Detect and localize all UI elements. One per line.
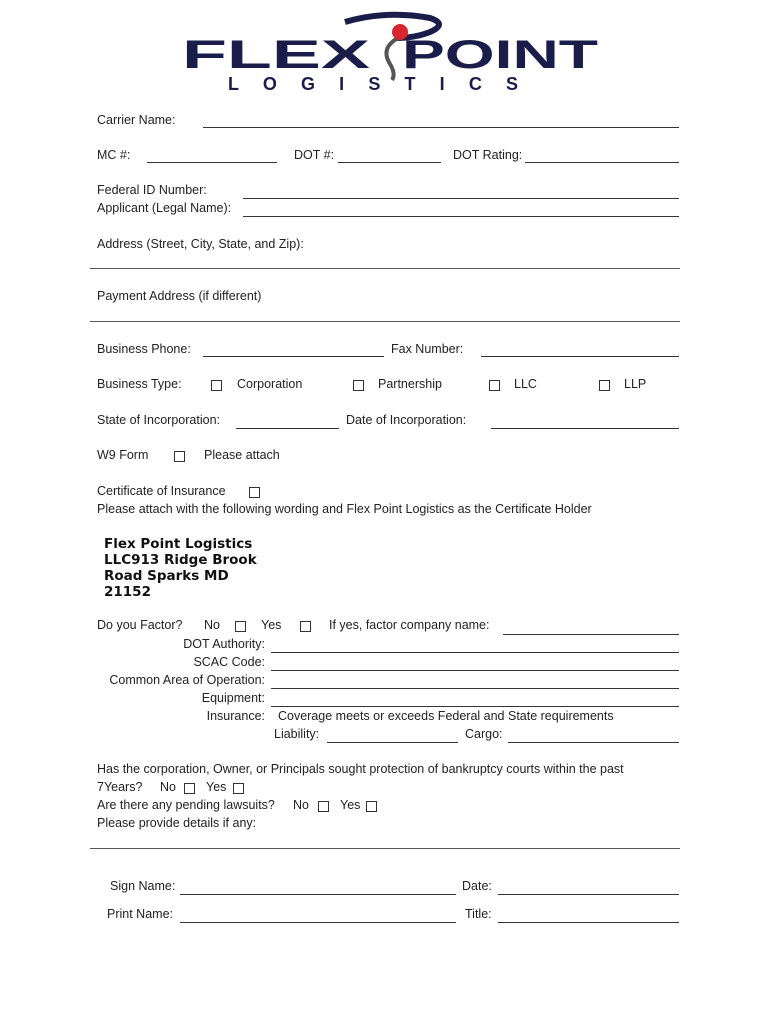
partnership-checkbox[interactable] [353, 380, 364, 391]
carrier-name-field[interactable] [203, 127, 679, 128]
corporation-checkbox[interactable] [211, 380, 222, 391]
date-of-incorporation-field[interactable] [491, 428, 679, 429]
cargo-field[interactable] [508, 742, 679, 743]
liability-label: Liability: [274, 727, 320, 741]
bankruptcy-question: Has the corporation, Owner, or Principals sought protection of bankruptcy courts within the past [97, 762, 624, 776]
holder-line-2: LLC913 Ridge Brook [104, 552, 257, 568]
business-type-label: Business Type: [97, 377, 182, 391]
fax-label: Fax Number: [391, 342, 464, 356]
factor-company-label: If yes, factor company name: [329, 618, 490, 632]
payment-address-field[interactable] [90, 321, 680, 322]
certificate-of-insurance-label: Certificate of Insurance [97, 484, 226, 498]
flex-point-logistics-logo [180, 8, 600, 100]
dot-field[interactable] [338, 162, 441, 163]
equipment-field[interactable] [271, 706, 679, 707]
date-field[interactable] [498, 894, 679, 895]
federal-id-label: Federal ID Number: [97, 183, 207, 197]
certificate-note: Please attach with the following wording and Flex Point Logistics as the Certificate Holder [97, 502, 592, 516]
llc-checkbox[interactable] [489, 380, 500, 391]
sign-name-field[interactable] [180, 894, 456, 895]
bankruptcy-yes-checkbox[interactable] [233, 783, 244, 794]
carrier-name-label: Carrier Name: [97, 113, 176, 127]
lawsuit-details-field[interactable] [90, 848, 680, 849]
holder-line-1: Flex Point Logistics [104, 536, 253, 552]
insurance-label: Insurance: [206, 709, 265, 723]
corporation-label: Corporation [237, 377, 303, 391]
partnership-label: Partnership [378, 377, 442, 391]
federal-id-field[interactable] [243, 198, 679, 199]
factor-no-checkbox[interactable] [235, 621, 246, 632]
address-field[interactable] [90, 268, 680, 269]
factor-company-field[interactable] [503, 634, 679, 635]
dot-rating-label: DOT Rating: [453, 148, 523, 162]
bankruptcy-no-checkbox[interactable] [184, 783, 195, 794]
lawsuits-yes-label: Yes [340, 798, 361, 812]
factor-question: Do you Factor? [97, 618, 183, 632]
common-area-field[interactable] [271, 688, 679, 689]
llp-label: LLP [624, 377, 647, 391]
state-of-incorporation-label: State of Incorporation: [97, 413, 220, 427]
lawsuits-question: Are there any pending lawsuits? [97, 798, 275, 812]
w9-checkbox[interactable] [174, 451, 185, 462]
print-name-label: Print Name: [107, 907, 173, 921]
state-of-incorporation-field[interactable] [236, 428, 339, 429]
w9-note: Please attach [204, 448, 280, 462]
business-phone-label: Business Phone: [97, 342, 191, 356]
bankruptcy-yes-label: Yes [206, 780, 227, 794]
mc-field[interactable] [147, 162, 277, 163]
lawsuits-no-checkbox[interactable] [318, 801, 329, 812]
liability-field[interactable] [327, 742, 458, 743]
date-of-incorporation-label: Date of Incorporation: [346, 413, 467, 427]
title-label: Title: [465, 907, 492, 921]
bankruptcy-no-label: No [160, 780, 176, 794]
common-area-label: Common Area of Operation: [109, 673, 265, 687]
lawsuits-no-label: No [293, 798, 309, 812]
llp-checkbox[interactable] [599, 380, 610, 391]
cargo-label: Cargo: [465, 727, 503, 741]
llc-label: LLC [514, 377, 537, 391]
date-label: Date: [462, 879, 492, 893]
coverage-note: Coverage meets or exceeds Federal and State requirements [278, 709, 614, 723]
scac-code-label: SCAC Code: [193, 655, 265, 669]
applicant-field[interactable] [243, 216, 679, 217]
dot-authority-label: DOT Authority: [183, 637, 265, 651]
logo-main-right: POINT [402, 33, 598, 77]
equipment-label: Equipment: [201, 691, 265, 705]
holder-line-4: 21152 [104, 584, 151, 600]
business-phone-field[interactable] [203, 356, 384, 357]
lawsuit-details-label: Please provide details if any: [97, 816, 257, 830]
mc-label: MC #: [97, 148, 131, 162]
dot-authority-field[interactable] [271, 652, 679, 653]
factor-yes-label: Yes [261, 618, 282, 632]
applicant-label: Applicant (Legal Name): [97, 201, 232, 215]
fax-field[interactable] [481, 356, 679, 357]
sign-name-label: Sign Name: [110, 879, 176, 893]
factor-yes-checkbox[interactable] [300, 621, 311, 632]
title-field[interactable] [498, 922, 679, 923]
print-name-field[interactable] [180, 922, 456, 923]
factor-no-label: No [204, 618, 220, 632]
lawsuits-yes-checkbox[interactable] [366, 801, 377, 812]
holder-line-3: Road Sparks MD [104, 568, 229, 584]
dot-label: DOT #: [294, 148, 335, 162]
logo-main-left: FLEX [182, 33, 371, 77]
payment-address-label: Payment Address (if different) [97, 289, 262, 303]
bankruptcy-years: 7Years? [97, 780, 143, 794]
w9-label: W9 Form [97, 448, 149, 462]
certificate-of-insurance-checkbox[interactable] [249, 487, 260, 498]
logo-subtitle: L O G I S T I C S [228, 74, 518, 94]
address-label: Address (Street, City, State, and Zip): [97, 237, 304, 251]
scac-code-field[interactable] [271, 670, 679, 671]
dot-rating-field[interactable] [525, 162, 679, 163]
